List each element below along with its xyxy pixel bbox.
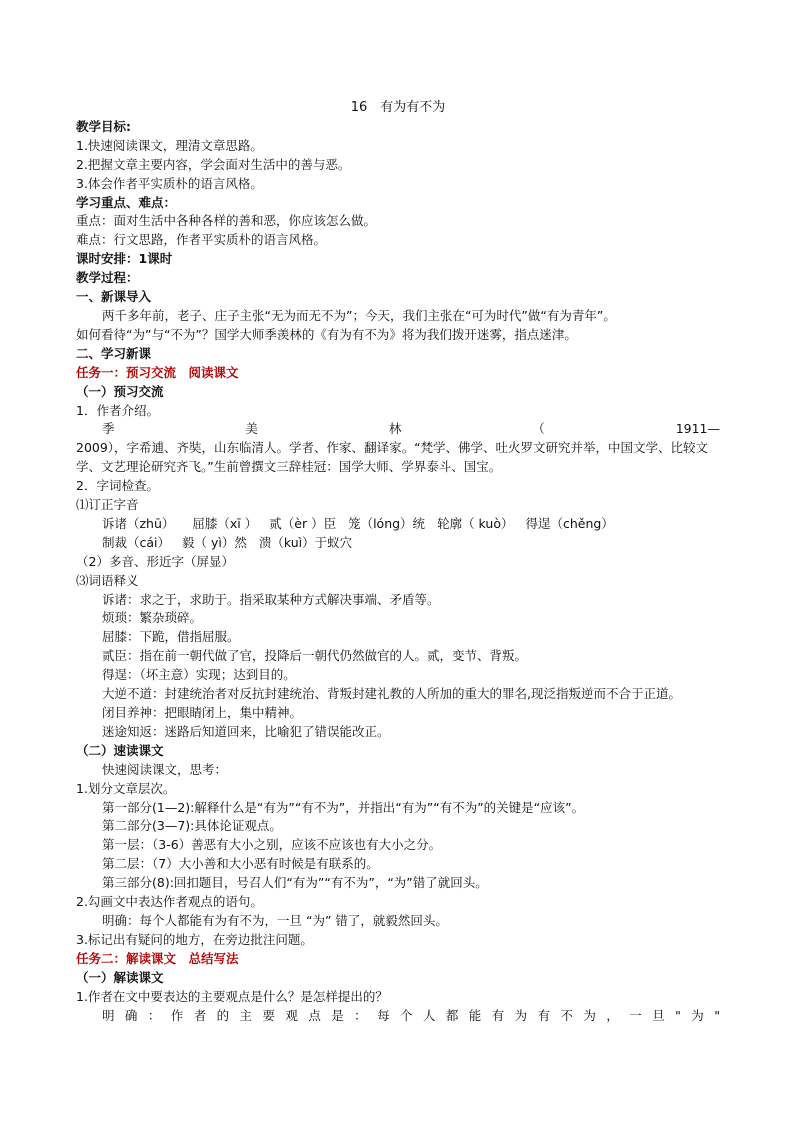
pron-item: 屈膝（xī ）: [192, 515, 258, 531]
structure-item: 第一层：（3-6）善恶有大小之别，应该不应该也有大小之分。: [102, 837, 442, 853]
author-heading: 1．作者介绍。: [76, 402, 159, 418]
spread-char: 美: [245, 421, 258, 437]
difficult-point: 难点：行文思路，作者平实质朴的语言风格。: [76, 232, 327, 248]
page-title: 16 有为有不为: [350, 100, 446, 115]
word-meaning: 贰臣：指在前一朝代做了官，投降后一朝代仍然做官的人。贰，变节、背叛。: [102, 648, 528, 664]
words-heading: 2．字词检查。: [76, 478, 159, 494]
pron-item: 得逞（chěng）: [525, 515, 614, 531]
structure-item: 第三部分(8):回扣题目，号召人们“有为”“有不为”，“为”错了就回头。: [102, 875, 488, 891]
pron-item: 溃（kuì）于蚁穴: [258, 534, 353, 550]
author-paragraph: 2009），字希逋、齐奘，山东临清人。学者、作家、翻译家。“梵学、佛学、吐火罗文研究并举，中国文学、比较文学、文艺理论研究齐飞。”生前曾撰文三辞桂冠：国学大师、学界泰斗、国宝。: [76, 440, 709, 475]
subsection-heading-fast-read: （二）速读课文: [76, 742, 164, 758]
pron-item: 轮廓（ kuò）: [437, 515, 514, 531]
word-meaning: 闭目养神：把眼睛闭上，集中精神。: [102, 705, 303, 720]
word-meaning: 屈膝：下跪，借指屈服。: [102, 629, 240, 645]
key-point: 重点：面对生活中各种各样的善和恶，你应该怎么做。: [76, 213, 377, 229]
reading-question: 2.勾画文中表达作者观点的语句。: [76, 894, 263, 910]
pron-item: 贰（èr ）臣: [269, 515, 337, 531]
reading-question: 1.划分文章层次。: [76, 780, 176, 796]
intro-paragraph: 两千多年前，老子、庄子主张“无为而无不为”；今天，我们主张在“可为时代”做“有为青年”。: [102, 307, 616, 323]
reading-question: 3.标记出有疑问的地方，在旁边批注问题。: [76, 931, 313, 947]
meaning-heading: ⑶词语释义: [76, 572, 139, 588]
goal-item: 3.体会作者平实质朴的语言风格。: [76, 175, 263, 191]
word-meaning: 诉诸：求之于，求助于。指采取某种方式解决事端、矛盾等。: [102, 591, 440, 607]
subsection-heading-preview: （一）预习交流: [76, 383, 164, 399]
intro-paragraph: 如何看待“为”与“不为”？国学大师季羡林的《有为有不为》将为我们拨开迷雾，指点迷津。: [76, 326, 577, 342]
lesson-plan: [76, 99, 720, 1025]
pron-item: 毅（ yì）然: [182, 534, 247, 550]
part-heading-new-lesson: 二、学习新课: [76, 345, 152, 361]
pron-item: 笼（lóng）统: [348, 515, 426, 531]
structure-item: 第二部分(3—7):具体论证观点。: [102, 818, 282, 834]
section-heading-key-points: 学习重点、难点：: [76, 194, 177, 210]
task-heading-2: 任务二：解读课文 总结写法: [76, 950, 239, 966]
spread-char: （: [532, 421, 545, 437]
polyphone-heading: （2）多音、形近字（屏显）: [76, 553, 234, 569]
word-meaning: 得逞：（坏主意）实现；达到目的。: [102, 667, 296, 683]
section-heading-goals: 教学目标:: [76, 118, 131, 134]
spread-char: 林: [388, 421, 402, 437]
reading-prompt: 快速阅读课文，思考：: [102, 761, 228, 777]
pron-item: 诉诸（zhū）: [102, 515, 175, 531]
spread-char: 季: [102, 421, 115, 437]
goal-item: 1.快速阅读课文，理清文章思路。: [76, 137, 263, 153]
answer-text: 明确：每个人都能有为有不为，一旦 “为” 错了，就毅然回头。: [102, 912, 448, 928]
pronunciation-row: [76, 515, 720, 534]
pronunciation-heading: ⑴订正字音: [76, 497, 139, 513]
subsection-heading-interpret: （一）解读课文: [76, 969, 164, 985]
goal-item: 2.把握文章主要内容，学会面对生活中的善与恶。: [76, 156, 351, 172]
pron-item: 制裁（cái）: [102, 534, 171, 550]
interpret-question: 1.作者在文中要表达的主要观点是什么？是怎样提出的？: [76, 988, 388, 1004]
section-heading-process: 教学过程：: [76, 270, 139, 286]
task-heading-1: 任务一：预习交流 阅读课文: [76, 364, 239, 380]
word-meaning: 大逆不道：封建统治者对反抗封建统治、背叛封建礼教的人所加的重大的罪名,现泛指叛逆而不合于正道。: [102, 686, 681, 702]
structure-item: 第二层：（7）大小善和大小恶有时候是有联系的。: [102, 856, 379, 872]
spread-char: 1911—: [675, 421, 720, 437]
structure-item: 第一部分(1—2):解释什么是“有为”“有不为”，并指出“有为”“有不为”的关键是“应该”。: [102, 799, 585, 815]
author-spread-line: [76, 420, 720, 439]
part-heading-intro: 一、新课导入: [76, 289, 152, 305]
schedule: 课时安排：1课时: [76, 251, 173, 267]
answer-text: 明确：作者的主要观点是：每个人都能有为有不为，一旦"为": [102, 1007, 720, 1023]
word-meaning: 迷途知返：迷路后知道回来，比喻犯了错误能改正。: [102, 723, 390, 739]
word-meaning: 烦琐：繁杂琐碎。: [102, 610, 203, 626]
pronunciation-row: [76, 534, 720, 553]
